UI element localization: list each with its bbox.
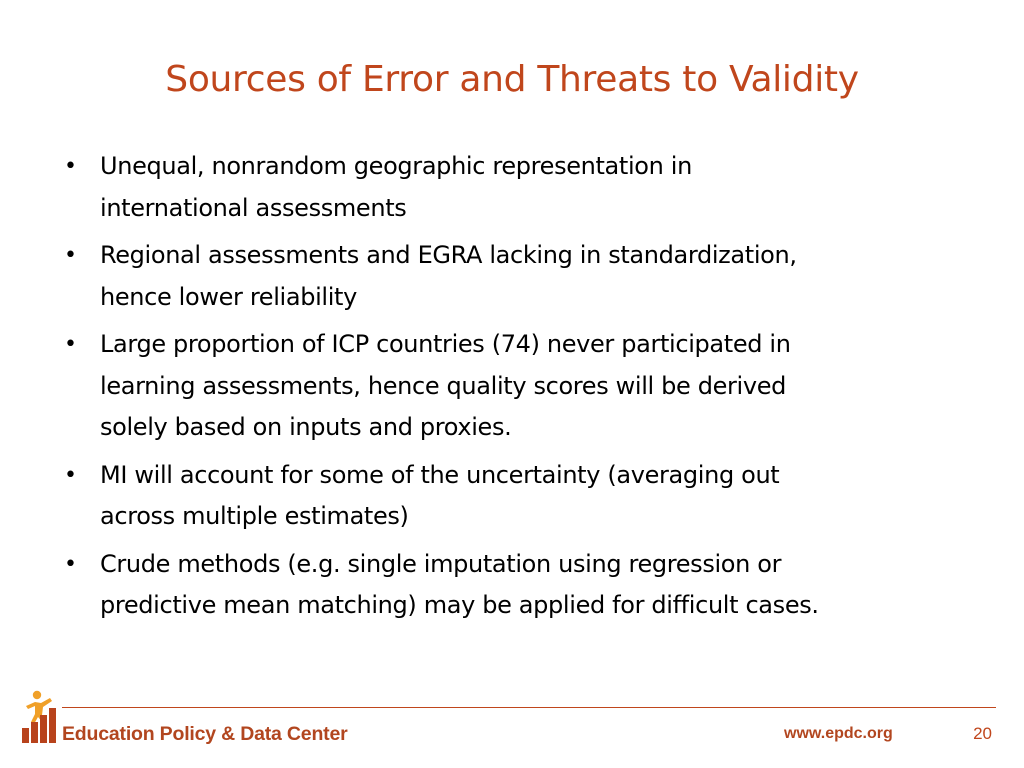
bullet-marker: • (64, 462, 77, 488)
bullet-item (62, 324, 962, 449)
epdc-logo-icon (16, 688, 60, 744)
organization-name: Education Policy & Data Center (62, 723, 348, 745)
bullet-line: solely based on inputs and proxies. (100, 413, 512, 441)
footer-divider (62, 707, 996, 708)
bullet-line: international assessments (100, 193, 407, 222)
bullet-marker: • (64, 332, 77, 357)
bullet-item (62, 544, 962, 627)
bullet-line: learning assessments, hence quality scores will be derived (100, 371, 787, 400)
bullet-line: Crude methods (e.g. single imputation using regression or (100, 549, 782, 578)
bullet-list (62, 146, 962, 633)
bullet-item (62, 455, 962, 538)
bullet-line: Regional assessments and EGRA lacking in standardization, (100, 241, 797, 269)
website-link[interactable]: www.epdc.org (784, 725, 893, 742)
bullet-marker: • (64, 154, 77, 179)
bullet-item (62, 235, 962, 318)
bullet-marker: • (64, 551, 77, 577)
bullet-line: MI will account for some of the uncertainty (averaging out (100, 460, 780, 489)
bullet-line: predictive mean matching) may be applied for difficult cases. (100, 591, 819, 619)
bullet-line: Large proportion of ICP countries (74) never participated in (100, 330, 791, 358)
bullet-line: Unequal, nonrandom geographic representation in (100, 152, 692, 180)
bullet-item (62, 146, 962, 229)
bullet-marker: • (64, 243, 77, 268)
page-number: 20 (973, 724, 992, 743)
bullet-line: across multiple estimates) (100, 502, 409, 530)
slide-title: Sources of Error and Threats to Validity (165, 59, 859, 100)
bullet-line: hence lower reliability (100, 282, 357, 311)
